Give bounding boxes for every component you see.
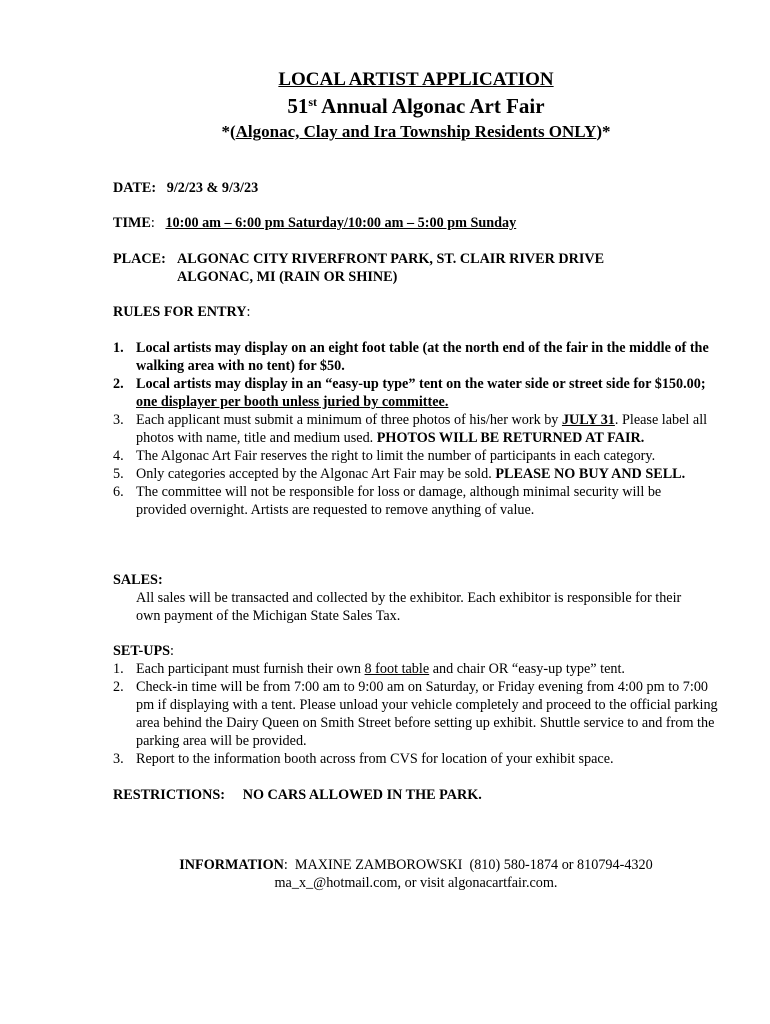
rules-list — [113, 339, 713, 519]
setup-number: 2. — [113, 679, 124, 695]
setup-item — [113, 750, 725, 768]
rule-deadline: JULY 31 — [561, 412, 615, 428]
page-title: LOCAL ARTIST APPLICATION — [278, 69, 554, 90]
eligibility-text: Algonac, Clay and Ira Township Residents ONLY — [235, 122, 597, 141]
place-block — [113, 250, 723, 286]
place-line-1: ALGONAC CITY RIVERFRONT PARK, ST. CLAIR RIVER DRIVE — [177, 251, 605, 267]
information-colon: : — [283, 857, 288, 873]
time-line — [113, 214, 723, 232]
rule-number: 1. — [113, 340, 124, 356]
rules-heading-colon: : — [246, 304, 251, 320]
contact-information — [0, 856, 770, 892]
restrictions-text: NO CARS ALLOWED IN THE PARK. — [242, 787, 482, 803]
setup-text: Report to the information booth across from CVS for location of your exhibit space. — [136, 751, 614, 767]
sales-text: All sales will be transacted and collected by the exhibitor. Each exhibitor is responsible for their own payment of the Michigan State Sales Tax. — [136, 590, 682, 624]
rule-item — [113, 375, 713, 411]
contact-line-1 — [0, 856, 770, 874]
rule-text-part: Local artists may display in an “easy-up type” tent on the water side or street side for $150.00; — [136, 376, 706, 392]
setups-heading-colon: : — [170, 643, 174, 659]
setup-number: 3. — [113, 751, 124, 767]
setups-heading — [113, 642, 723, 660]
setup-number: 1. — [113, 661, 124, 677]
restrictions-label: RESTRICTIONS: — [113, 787, 225, 803]
sales-section — [113, 571, 703, 625]
contact-line-2: ma_x_@hotmail.com, or visit algonacartfair.com. — [274, 875, 558, 891]
time-colon: : — [150, 215, 155, 231]
rule-text-part: Only categories accepted by the Algonac Art Fair may be sold. — [136, 466, 496, 482]
rule-number: 2. — [113, 376, 124, 392]
setup-text: Check-in time will be from 7:00 am to 9:00 am on Saturday, or Friday evening from 4:00 pm to 7:00 pm if displaying with a tent. Please unload your vehicle completely and proceed to the official parking area behind the Dairy Queen on Smith Street before setting up exhibit. Shuttle service to and from the parking area will be provided. — [136, 679, 718, 749]
setup-item — [113, 660, 725, 678]
date-line — [113, 179, 723, 197]
rule-item — [113, 465, 713, 483]
rule-number: 5. — [113, 466, 124, 482]
eligibility-open: *( — [221, 122, 236, 141]
subtitle-text: Annual Algonac Art Fair — [317, 94, 545, 118]
date-label: DATE: — [113, 180, 157, 196]
time-label: TIME — [113, 215, 151, 231]
eligibility-note — [0, 121, 770, 143]
rule-text-emphasis: PHOTOS WILL BE RETURNED AT FAIR. — [376, 430, 645, 446]
rule-text: The committee will not be responsible for loss or damage, although minimal security will be provided overnight. Artists are requested to remove anything of value. — [136, 484, 662, 518]
rule-text-part: . Please label all photos with name, title and medium used. — [136, 412, 708, 446]
date-value: 9/2/23 & 9/3/23 — [166, 180, 259, 196]
rules-heading — [113, 303, 723, 321]
rule-text — [136, 411, 713, 447]
place-label: PLACE: — [113, 251, 166, 267]
restrictions-line — [113, 786, 723, 804]
rules-heading-text: RULES FOR ENTRY — [113, 304, 247, 320]
rule-text — [136, 465, 713, 483]
rule-number: 4. — [113, 448, 124, 464]
setups-list — [113, 660, 725, 768]
rule-number: 3. — [113, 412, 124, 428]
time-value: 10:00 am – 6:00 pm Saturday/10:00 am – 5:00 pm Sunday — [165, 215, 517, 231]
fair-subtitle — [0, 93, 770, 119]
rule-text: Local artists may display on an eight foot table (at the north end of the fair in the middle of the walking area with no tent) for $50. — [136, 340, 709, 374]
rule-item — [113, 339, 713, 375]
contact-name-phone: MAXINE ZAMBOROWSKI (810) 580-1874 or 810794-4320 — [287, 857, 653, 873]
setup-text-part: Each participant must furnish their own — [136, 661, 365, 677]
rule-item — [113, 483, 713, 519]
rule-item — [113, 411, 713, 447]
rule-item — [113, 447, 713, 465]
rule-text-emphasis: one displayer per booth unless juried by committee. — [136, 394, 449, 410]
eligibility-close: )* — [596, 122, 611, 141]
setup-item — [113, 678, 725, 750]
information-label: INFORMATION — [179, 857, 284, 873]
sales-heading: SALES: — [113, 572, 163, 588]
rule-text-emphasis: PLEASE NO BUY AND SELL. — [495, 466, 686, 482]
setup-text-emphasis: 8 foot table — [364, 661, 430, 677]
place-line-2: ALGONAC, MI (RAIN OR SHINE) — [177, 269, 398, 285]
setups-heading-text: SET-UPS — [113, 643, 171, 659]
subtitle-ordinal: st — [308, 95, 318, 109]
rule-number: 6. — [113, 484, 124, 500]
subtitle-number: 51 — [287, 94, 309, 118]
rule-text — [136, 375, 713, 411]
rule-text: The Algonac Art Fair reserves the right to limit the number of participants in each category. — [136, 448, 656, 464]
rule-text-part: Each applicant must submit a minimum of three photos of his/her work by — [136, 412, 562, 428]
setup-text — [136, 660, 725, 678]
setup-text-part: and chair OR “easy-up type” tent. — [429, 661, 625, 677]
